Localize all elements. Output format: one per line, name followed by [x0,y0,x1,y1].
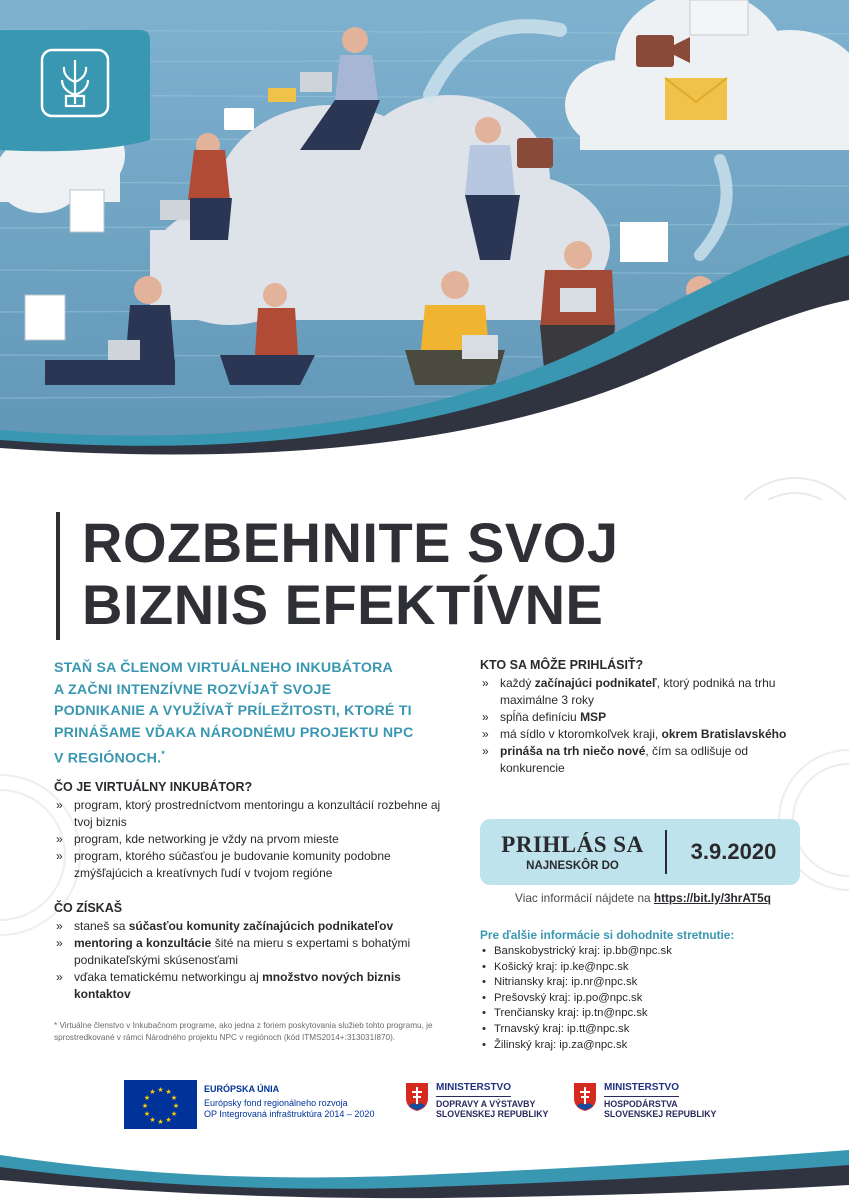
list-item [54,935,454,969]
eu-text [204,1084,374,1121]
hero-scene [0,0,849,500]
eu-flag-logo [124,1080,197,1129]
eu-title: EURÓPSKA ÚNIA [204,1084,280,1094]
text-bold: súčasťou komunity začínajúcich podnikateľov [128,919,394,933]
text-pre: má sídlo v ktoromkoľvek kraji, [500,727,662,741]
text-pre: vďaka tematickému networkingu aj [74,970,263,984]
svg-text:★: ★ [165,1116,172,1124]
intro-asterisk: * [161,749,165,759]
contact-item[interactable]: • Žilinský kraj: ip.za@npc.sk [480,1038,810,1054]
deadline-date: 3.9.2020 [690,839,777,864]
svg-text:★: ★ [141,1102,149,1110]
list-item [480,726,810,743]
slovak-crest-icon [405,1082,429,1112]
section-what-is [54,780,454,882]
ministry-line-2: SLOVENSKEJ REPUBLIKY [436,1109,549,1120]
ministry-transport-logo [405,1082,548,1120]
text-bold: MSP [580,710,607,724]
ministry-head: MINISTERSTVO [436,1083,511,1097]
text-pre: každý [500,676,535,690]
bullet-marker: » [56,919,63,933]
list-item-text: program, kde networking je vždy na prvom mieste [74,832,339,846]
more-info-text: Viac informácií nájdete na [515,891,654,905]
svg-text:★: ★ [149,1088,156,1096]
text-post: , čím sa odlišuje od konkurencie [500,744,749,775]
register-deadline-box[interactable] [480,819,800,885]
text-bold: začínajúci podnikateľ [534,676,657,690]
contacts [480,928,810,1053]
slovak-crest-icon [573,1082,597,1112]
list-item [54,918,454,935]
contact-item[interactable]: • Nitriansky kraj: ip.nr@npc.sk [480,975,810,991]
svg-text:★: ★ [170,1110,178,1118]
text-post: šité na mieru s expertami s bohatými podnikateľskými skúsenosťami [74,936,411,967]
contact-item[interactable]: • Trnavský kraj: ip.tt@npc.sk [480,1022,810,1038]
contacts-heading: Pre ďalšie informácie si dohodnite stretnutie: [480,928,735,942]
logo-bar [0,1078,849,1138]
bullet-marker: » [482,676,489,690]
footnote: * Virtuálne členstvo v Inkubačnom programe, ako jedna z foriem poskytovania služieb tohto programu, je sprostredkované v rámci Národného projektu NPC v regiónoch (kód ITMS2014+:313031I870). [54,1021,433,1042]
svg-text:★: ★ [157,1118,164,1126]
more-info-link[interactable]: https://bit.ly/3hrAT5q [653,891,771,905]
intro-line: PODNIKANIE A VYUŽÍVAŤ PRÍLEŽITOSTI, KTORÉ TI [54,703,412,719]
text-pre: spĺňa definíciu [500,710,581,724]
text-post: , ktorý podniká na trhu maximálne 3 roky [500,676,776,707]
contact-item[interactable]: • Košický kraj: ip.ke@npc.sk [480,960,810,976]
eu-line-1: Európsky fond regionálneho rozvoja [204,1097,348,1108]
main-title [56,512,618,640]
bullet-marker: » [482,727,489,741]
bullet-marker: » [56,970,63,984]
list-item-text: program, ktorého súčasťou je budovanie komunity podobne zmýšľajúcich a kreatívnych ľudí v tvojom regióne [74,849,391,880]
section-gain [54,901,454,1003]
text-bold: množstvo nových biznis kontaktov [74,970,401,1001]
cta-sub-label: NAJNESKÔR DO [526,860,619,872]
title-line-2: BIZNIS EFEKTÍVNE [82,573,604,636]
contact-item[interactable]: • Trenčiansky kraj: ip.tn@npc.sk [480,1006,810,1022]
list-item [480,675,810,709]
text-bold: prináša na trh niečo nové [500,744,646,758]
intro-line: STAŇ SA ČLENOM VIRTUÁLNEHO INKUBÁTORA [54,660,393,676]
section-heading: KTO SA MÔŽE PRIHLÁSIŤ? [480,658,644,672]
hero-illustration [0,0,849,500]
svg-text:★: ★ [143,1110,151,1118]
intro-line [54,744,434,770]
section-who [480,658,810,777]
intro-line: PRINÁŠAME VĎAKA NÁRODNÉMU PROJEKTU NPC [54,724,414,741]
bullet-marker: » [56,936,63,950]
ministry-line-1: DOPRAVY A VÝSTAVBY [436,1098,536,1109]
title-line-1: ROZBEHNITE SVOJ [82,511,619,574]
text-pre: staneš sa [74,919,129,933]
ministry-economy-logo [573,1082,716,1120]
list-item [54,969,454,1003]
list-item [54,848,454,882]
ministry-transport-text [436,1082,548,1120]
list-item-text: program, ktorý prostredníctvom mentoringu a konzultácií rozbehne aj tvoj biznis [74,798,441,829]
list-item [480,709,810,726]
svg-text:★: ★ [149,1116,156,1124]
svg-text:★: ★ [170,1094,178,1102]
bottom-wave [0,1145,849,1200]
ministry-economy-text [604,1082,716,1120]
more-info [478,891,808,905]
bullet-marker: » [482,710,489,724]
intro-line-last: V REGIÓNOCH. [54,750,162,767]
contact-item[interactable]: • Banskobystrický kraj: ip.bb@npc.sk [480,944,810,960]
eu-line-2: OP Integrovaná infraštruktúra 2014 – 2020 [204,1109,375,1119]
text-bold: mentoring a konzultácie [74,936,212,950]
list-item [54,797,454,831]
intro-text [54,658,434,770]
section-heading: ČO JE VIRTUÁLNY INKUBÁTOR? [54,780,253,794]
list-item [480,743,810,777]
section-heading: ČO ZÍSKAŠ [54,901,123,915]
bullet-marker: » [482,744,489,758]
svg-text:★: ★ [157,1086,164,1094]
bullet-marker: » [56,832,63,846]
eu-stars-icon [124,1080,197,1129]
intro-line: A ZAČNI INTENZÍVNE ROZVÍJAŤ SVOJE [54,681,332,698]
contact-item[interactable]: • Prešovský kraj: ip.po@npc.sk [480,991,810,1007]
list-item [54,831,454,848]
cta-main-label: PRIHLÁS SA [501,832,644,857]
cta-left [480,832,665,872]
svg-text:★: ★ [172,1102,180,1110]
ministry-line-2: SLOVENSKEJ REPUBLIKY [604,1109,717,1120]
ministry-line-1: HOSPODÁRSTVA [604,1098,678,1109]
bullet-marker: » [56,798,63,812]
svg-text:★: ★ [143,1094,151,1102]
bullet-marker: » [56,849,63,863]
svg-text:★: ★ [165,1088,172,1096]
ministry-head: MINISTERSTVO [604,1083,679,1097]
text-bold: okrem Bratislavského [661,727,787,741]
